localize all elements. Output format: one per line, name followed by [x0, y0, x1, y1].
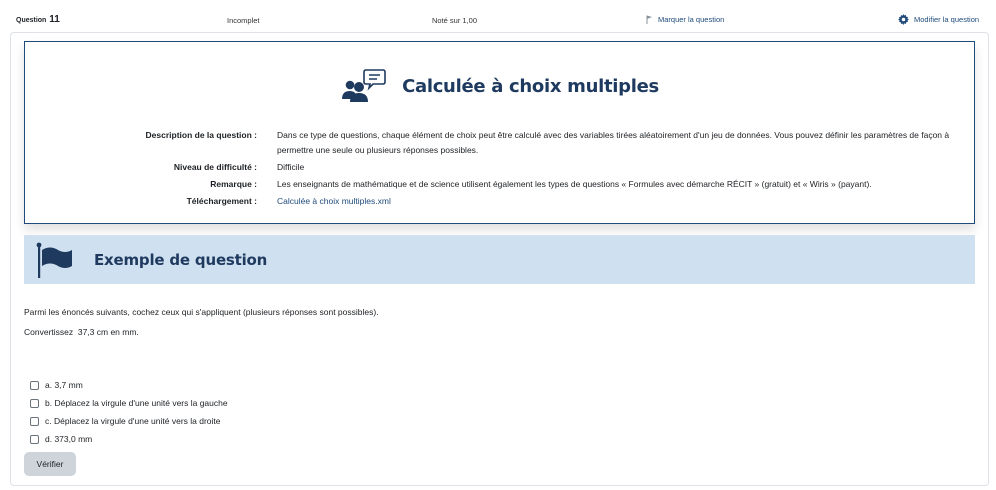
answer-checkbox[interactable]	[30, 381, 39, 390]
flag-icon	[646, 15, 653, 24]
answer-label: d. 373,0 mm	[45, 434, 93, 444]
question-label: Question	[16, 17, 47, 24]
info-value: Les enseignants de mathématique et de science utilisent également les types de questions « Formules avec démarche RÉCIT » (gratuit) et « Wiris » (payant).	[277, 179, 872, 189]
info-row-description	[125, 127, 957, 159]
answer-checkbox[interactable]	[30, 399, 39, 408]
check-button[interactable]: Vérifier	[24, 452, 76, 476]
example-title: Exemple de question	[94, 250, 268, 269]
answer-list	[30, 376, 228, 448]
users-chat-icon	[340, 68, 386, 104]
edit-question-link[interactable]	[898, 14, 979, 25]
question-type-title: Calculée à choix multiples	[402, 75, 659, 97]
question-number	[16, 14, 60, 25]
gear-icon	[898, 14, 909, 25]
answer-label: a. 3,7 mm	[45, 380, 83, 390]
question-number-value: 11	[49, 14, 60, 25]
question-type-info-box	[24, 41, 975, 224]
example-banner	[24, 235, 975, 284]
info-title-row	[25, 68, 974, 104]
info-value: Difficile	[277, 162, 305, 172]
answer-option-a[interactable]	[30, 376, 228, 394]
info-row-remark	[125, 176, 957, 193]
info-value: Dans ce type de questions, chaque élément de choix peut être calculé avec des variables tirées aléatoirement d'un jeu de données. Vous pouvez définir les paramètres de façon à permettre une seule ou plusieurs réponses possibles.	[277, 130, 950, 155]
question-state: Incomplet	[227, 16, 260, 25]
question-prompt: Convertissez 37,3 cm en mm.	[24, 327, 139, 337]
info-key: Téléchargement :	[186, 196, 257, 206]
answer-label: b. Déplacez la virgule d'une unité vers la gauche	[45, 398, 228, 408]
answer-option-d[interactable]	[30, 430, 228, 448]
answer-option-c[interactable]	[30, 412, 228, 430]
flag-question-label: Marquer la question	[658, 15, 725, 24]
answer-checkbox[interactable]	[30, 417, 39, 426]
flag-question-link[interactable]	[646, 15, 724, 24]
download-xml-link[interactable]: Calculée à choix multiples.xml	[277, 196, 391, 206]
answer-option-b[interactable]	[30, 394, 228, 412]
edit-question-label: Modifier la question	[914, 15, 980, 24]
info-key: Remarque :	[210, 179, 257, 189]
answer-checkbox[interactable]	[30, 435, 39, 444]
answer-label: c. Déplacez la virgule d'une unité vers la droite	[45, 416, 221, 426]
flag-icon	[36, 242, 74, 278]
question-info-bar	[0, 0, 996, 34]
info-row-download	[125, 193, 957, 210]
info-row-difficulty	[125, 159, 957, 176]
info-key: Niveau de difficulté :	[173, 162, 257, 172]
question-instruction: Parmi les énoncés suivants, cochez ceux qui s'appliquent (plusieurs réponses sont possibles).	[24, 307, 379, 317]
info-key: Description de la question :	[145, 130, 257, 140]
question-type-details	[125, 127, 957, 210]
info-value	[277, 193, 957, 210]
question-grade: Noté sur 1,00	[432, 16, 478, 25]
